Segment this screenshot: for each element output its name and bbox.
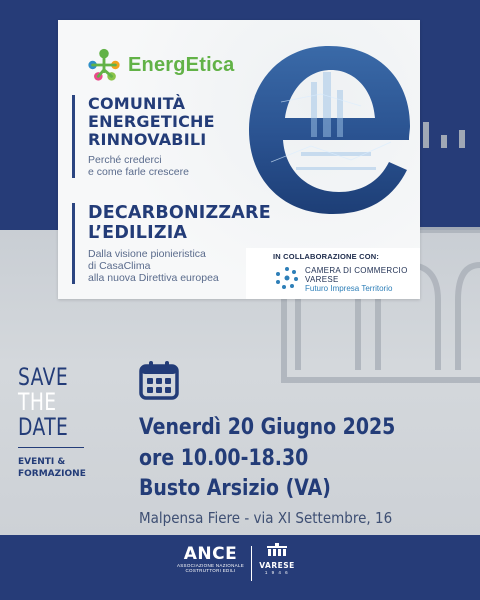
section2-sub-line2: di CasaClima — [88, 260, 151, 272]
event-city: Busto Arsizio (VA) — [139, 476, 331, 501]
big-e-icon — [241, 42, 416, 217]
varese-building-icon — [266, 543, 288, 557]
save-the-date — [18, 365, 84, 480]
divider — [18, 447, 84, 448]
collaboration-label: IN COLLABORAZIONE CON: — [273, 252, 380, 261]
brand-name: EnergEtica — [128, 53, 235, 76]
varese-year: 1 9 4 6 — [264, 570, 290, 575]
date-word: DATE — [18, 413, 69, 441]
event-card — [58, 20, 420, 299]
category-tag-line2: FORMAZIONE — [18, 469, 86, 479]
section1-title-line3: RINNOVABILI — [88, 130, 207, 149]
section1-title-line2: ENERGETICHE — [88, 112, 215, 131]
varese-name: VARESE — [259, 561, 295, 570]
event-time: ore 10.00-18.30 — [139, 446, 309, 471]
ance-title: ANCE — [183, 544, 238, 564]
section2-title-line2: L’EDILIZIA — [88, 223, 188, 243]
varese-logo — [257, 542, 297, 575]
ance-sub-line1: ASSOCIAZIONE NAZIONALE — [176, 563, 245, 568]
section1-sub-line2: e come farle crescere — [88, 166, 189, 178]
calendar-icon — [139, 360, 179, 400]
event-venue: Malpensa Fiere - via XI Settembre, 16 — [139, 509, 393, 527]
section2-sub-line1: Dalla visione pionieristica — [88, 248, 206, 260]
collaboration-box — [246, 248, 420, 299]
section2-sub-line3: alla nuova Direttiva europea — [88, 272, 219, 284]
save-word: SAVE — [18, 363, 69, 391]
ance-sub-line2: COSTRUTTORI EDILI — [185, 568, 236, 573]
energetica-logo-icon — [85, 47, 123, 83]
camera-commercio-logo-icon — [275, 266, 299, 290]
partner-name-line2: VARESE — [305, 275, 339, 284]
the-word: THE — [18, 388, 57, 416]
partner-name-line1: CAMERA DI COMMERCIO — [305, 266, 408, 275]
ance-logo — [173, 545, 248, 573]
brand-header — [85, 47, 234, 83]
section1-sub-line1: Perché crederci — [88, 154, 162, 166]
footer-divider — [251, 546, 252, 581]
event-date: Venerdì 20 Giugno 2025 — [139, 415, 396, 440]
section2-title-line1: DECARBONIZZARE — [88, 203, 271, 223]
partner-tagline: Futuro Impresa Territorio — [305, 284, 393, 293]
section-community — [72, 95, 215, 178]
category-tag-line1: EVENTI & — [18, 457, 66, 467]
section1-title-line1: COMUNITÀ — [88, 94, 186, 113]
